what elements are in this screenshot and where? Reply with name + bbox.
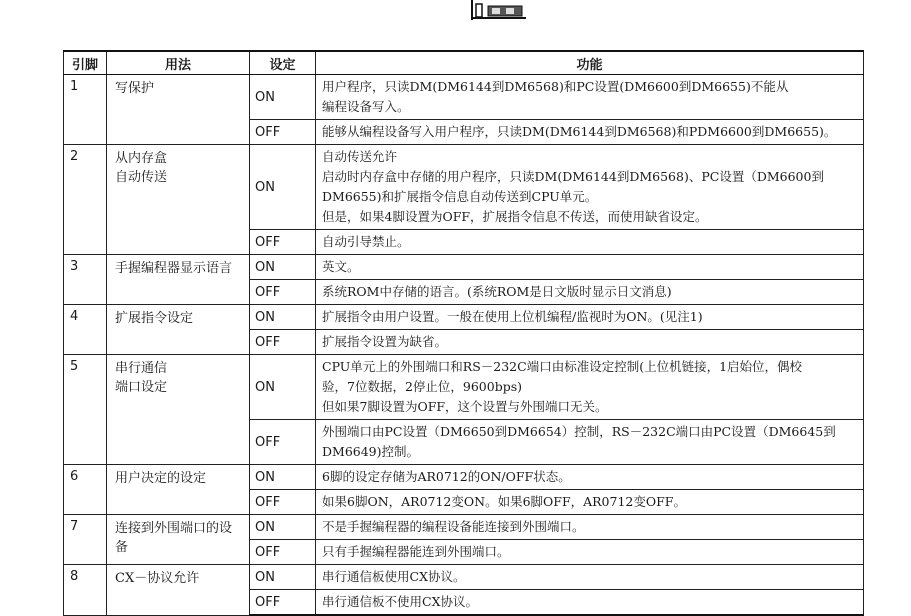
function-line: 串行通信板不使用CX协议。	[322, 594, 478, 609]
setting-value: ON	[250, 465, 316, 490]
function-description	[316, 255, 864, 280]
setting-value: OFF	[250, 280, 316, 305]
setting-value: ON	[250, 515, 316, 540]
setting-value: ON	[250, 75, 316, 120]
header-usage: 用法	[107, 51, 250, 75]
function-line: 自动引导禁止。	[322, 234, 410, 249]
setting-value: OFF	[250, 590, 316, 616]
pin-number: 8	[64, 565, 107, 616]
usage-cell	[107, 145, 250, 255]
function-line: 扩展指令由用户设置。一般在使用上位机编程/监视时为ON。(见注1)	[322, 309, 703, 324]
setting-value: ON	[250, 255, 316, 280]
setting-value: OFF	[250, 230, 316, 255]
usage-text: 从内存盒 自动传送	[115, 151, 168, 185]
setting-value: ON	[250, 145, 316, 230]
table-row	[64, 465, 864, 490]
function-line: 启动时内存盒中存储的用户程序，只读DM(DM6144到DM6568)、PC设置（DM6600到	[322, 169, 824, 184]
usage-text: 手握编程器显示语言	[115, 261, 233, 276]
usage-text: 写保护	[115, 81, 155, 96]
header-pin: 引脚	[64, 51, 107, 75]
function-description	[316, 330, 864, 355]
setting-value: OFF	[250, 420, 316, 465]
table-row	[64, 305, 864, 330]
function-description	[316, 490, 864, 515]
function-description	[316, 515, 864, 540]
header-setting: 设定	[250, 51, 316, 75]
function-description	[316, 565, 864, 590]
function-line: 编程设备写入。	[322, 99, 410, 114]
function-line: 用户程序，只读DM(DM6144到DM6568)和PC设置(DM6600到DM6655)不能从	[322, 79, 789, 94]
setting-value: ON	[250, 565, 316, 590]
function-description	[316, 305, 864, 330]
function-line: DM6649)控制。	[322, 444, 420, 459]
function-line: 只有手握编程器能连到外围端口。	[322, 544, 510, 559]
pin-number: 7	[64, 515, 107, 565]
usage-text: 扩展指令设定	[115, 311, 194, 326]
table-body	[64, 75, 864, 616]
setting-value: ON	[250, 305, 316, 330]
usage-text: 串行通信 端口设定	[115, 361, 168, 395]
function-description	[316, 230, 864, 255]
function-description	[316, 120, 864, 145]
function-line: 6脚的设定存储为AR0712的ON/OFF状态。	[322, 469, 571, 484]
pin-number: 1	[64, 75, 107, 145]
function-line: 验，7位数据，2停止位，9600bps)	[322, 379, 523, 394]
function-line: 英文。	[322, 259, 360, 274]
setting-value: OFF	[250, 120, 316, 145]
table-row	[64, 145, 864, 230]
setting-value: OFF	[250, 490, 316, 515]
usage-text: 用户决定的设定	[115, 471, 207, 486]
function-line: 自动传送允许	[322, 149, 398, 164]
function-line: DM6655)和扩展指令信息自动传送到CPU单元。	[322, 189, 598, 204]
table-row	[64, 565, 864, 590]
function-description	[316, 355, 864, 420]
usage-text: CX－协议允许	[115, 571, 200, 586]
table-row	[64, 515, 864, 540]
function-line: 系统ROM中存储的语言。(系统ROM是日文版时显示日文消息)	[322, 284, 672, 299]
function-line: 扩展指令设置为缺省。	[322, 334, 448, 349]
setting-value: ON	[250, 355, 316, 420]
table-row	[64, 355, 864, 420]
function-description	[316, 420, 864, 465]
function-description	[316, 465, 864, 490]
usage-cell	[107, 565, 250, 616]
pin-number: 4	[64, 305, 107, 355]
function-description	[316, 75, 864, 120]
usage-cell	[107, 305, 250, 355]
function-line: 但是，如果4脚设置为OFF，扩展指令信息不传送，而使用缺省设定。	[322, 209, 708, 224]
function-line: 串行通信板使用CX协议。	[322, 569, 466, 584]
function-line: 外围端口由PC设置（DM6650到DM6654）控制，RS－232C端口由PC设置（DM6645到	[322, 424, 836, 439]
dip-switch-icon	[470, 0, 528, 20]
pin-number: 3	[64, 255, 107, 305]
function-description	[316, 280, 864, 305]
pin-number: 2	[64, 145, 107, 255]
usage-cell	[107, 75, 250, 145]
function-line: 如果6脚ON，AR0712变ON。如果6脚OFF，AR0712变OFF。	[322, 494, 686, 509]
usage-cell	[107, 465, 250, 515]
function-description	[316, 145, 864, 230]
function-line: 能够从编程设备写入用户程序，只读DM(DM6144到DM6568)和PDM6600到DM6655)。	[322, 124, 837, 139]
pin-number: 5	[64, 355, 107, 465]
dip-switch-settings-table	[63, 50, 864, 616]
function-line: 不是手握编程器的编程设备能连接到外围端口。	[322, 519, 585, 534]
function-description	[316, 590, 864, 616]
pin-number: 6	[64, 465, 107, 515]
table-row	[64, 255, 864, 280]
table-header-row	[64, 51, 864, 75]
setting-value: OFF	[250, 330, 316, 355]
setting-value: OFF	[250, 540, 316, 565]
usage-cell	[107, 515, 250, 565]
header-function: 功能	[316, 51, 864, 75]
usage-cell	[107, 355, 250, 465]
table-row	[64, 75, 864, 120]
usage-cell	[107, 255, 250, 305]
function-description	[316, 540, 864, 565]
function-line: 但如果7脚设置为OFF，这个设置与外围端口无关。	[322, 399, 608, 414]
usage-text: 连接到外围端口的设 备	[115, 521, 233, 555]
function-line: CPU单元上的外围端口和RS－232C端口由标准设定控制(上位机链接，1启始位，偶校	[322, 359, 803, 374]
